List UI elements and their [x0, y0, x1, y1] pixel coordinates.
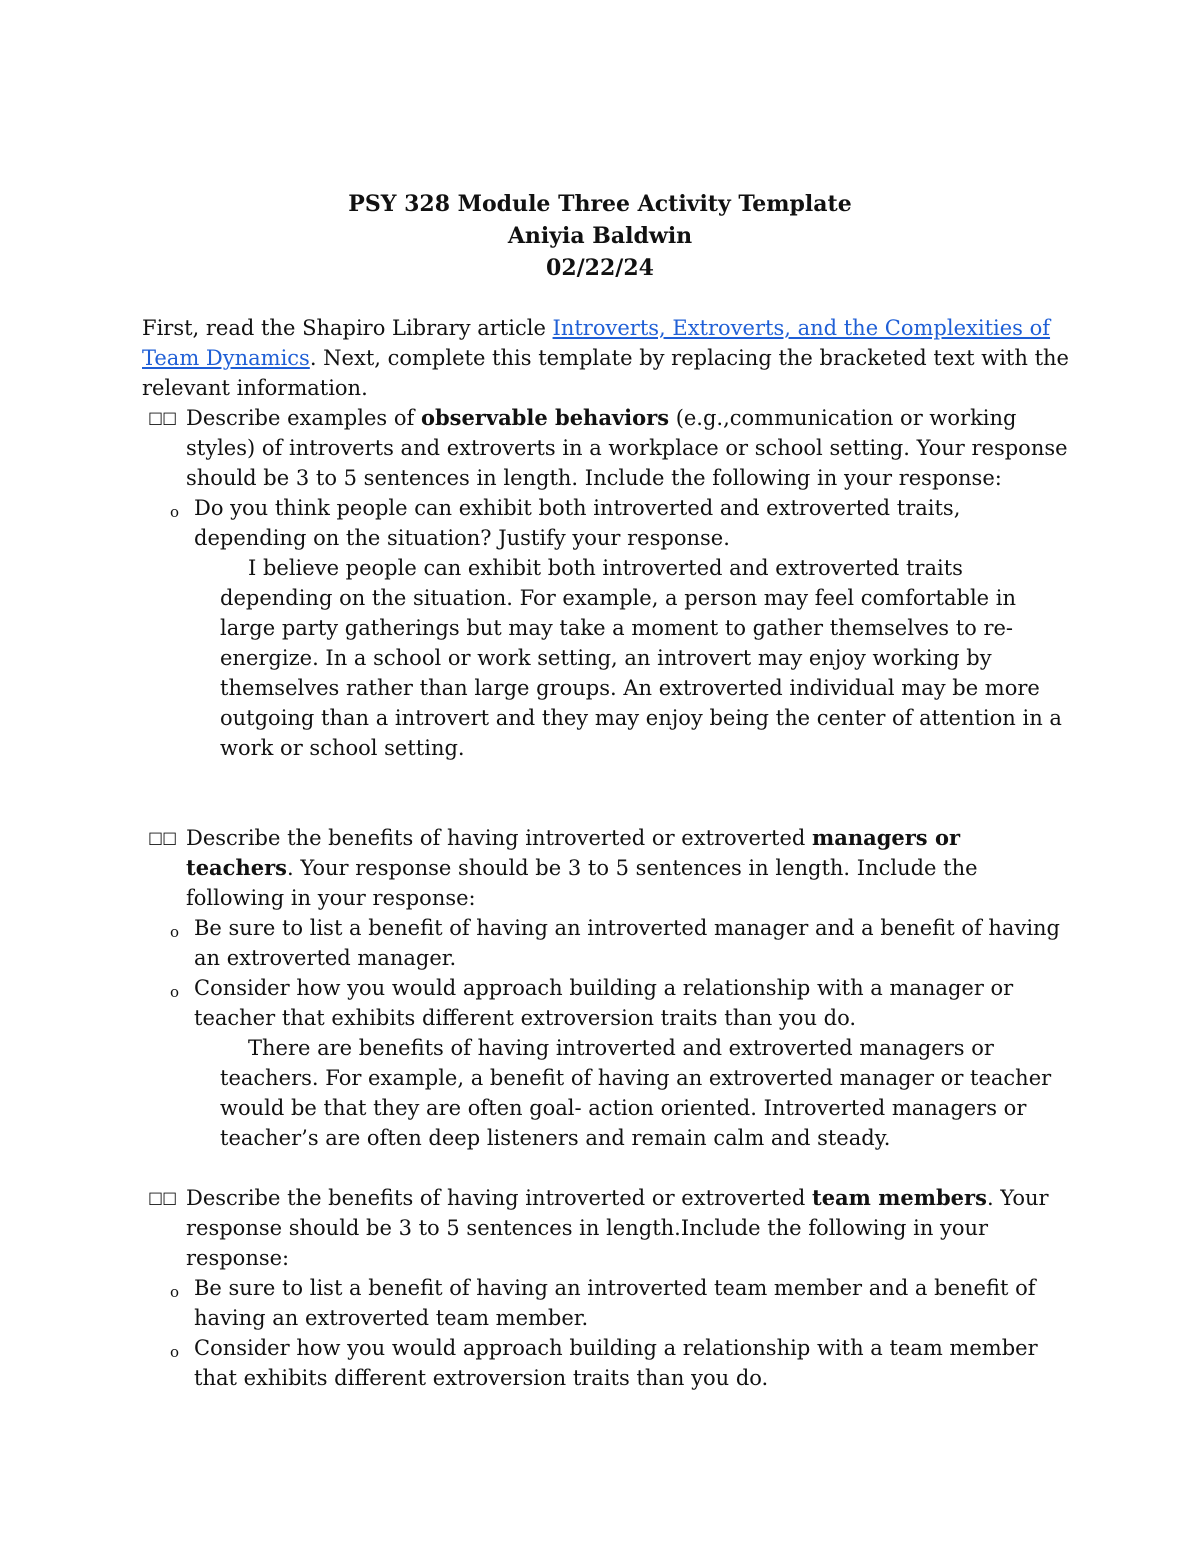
checkbox-bullet-icon: □□: [148, 408, 177, 427]
circle-bullet-icon: o: [170, 1283, 180, 1301]
document-title: PSY 328 Module Three Activity Template: [348, 191, 852, 217]
circle-bullet-icon: o: [170, 503, 180, 521]
response-paragraph: There are benefits of having introverted and extroverted managers or teachers. For example, a benefit of having an extroverted manager or teacher would be that they are often goal- action oriented. Introverted managers or teacher’s are often deep listeners and remain calm and steady.: [220, 1036, 1052, 1150]
circle-bullet-icon: o: [170, 923, 180, 941]
prompt-bold: managers or teachers: [186, 825, 961, 880]
circle-bullet-icon: o: [170, 983, 180, 1001]
circle-bullet-icon: o: [170, 1343, 180, 1361]
checkbox-bullet-icon: □□: [148, 828, 177, 847]
intro-paragraph: [142, 313, 1072, 403]
sub-item: o Consider how you would approach building a relationship with a team member that exhibits different extroversion traits than you do.: [170, 1336, 1038, 1390]
prompt-item: □□ Describe the benefits of having introverted or extroverted team members. Your response should be 3 to 5 sentences in length.Include the following in your response:: [148, 1185, 1049, 1270]
prompt-bold: team members: [812, 1185, 987, 1210]
author-name: Aniyia Baldwin: [507, 223, 693, 249]
checkbox-bullet-icon: □□: [148, 1188, 177, 1207]
section-team-members: [142, 1183, 1072, 1393]
section-managers-teachers: [142, 823, 1072, 1153]
sub-item: o Be sure to list a benefit of having an introverted manager and a benefit of having an extroverted manager.: [170, 916, 1061, 970]
sub-item: o Consider how you would approach building a relationship with a manager or teacher that exhibits different extroversion traits than you do.: [170, 976, 1014, 1030]
sub-item: o Do you think people can exhibit both introverted and extroverted traits, depending on the situation? Justify your response.: [170, 496, 961, 550]
sub-item: o Be sure to list a benefit of having an introverted team member and a benefit of having an extroverted team member.: [170, 1276, 1036, 1330]
intro-text-before: First, read the Shapiro Library article: [142, 316, 553, 340]
prompt-bold: observable behaviors: [420, 405, 670, 430]
document-header: [0, 188, 1200, 284]
article-link[interactable]: Introverts, Extroverts, and the Complexities of Team Dynamics: [142, 316, 1051, 370]
intro-text-after: . Next, complete this template by replacing the bracketed text with the relevant information.: [142, 346, 1069, 400]
section-observable-behaviors: [142, 403, 1072, 763]
prompt-item: □□ Describe examples of observable behaviors (e.g.,communication or working styles) of introverts and extroverts in a workplace or school setting. Your response should be 3 to 5 sentences in length. Include the following in your response:: [148, 405, 1068, 490]
document-date: 02/22/24: [546, 255, 654, 281]
prompt-item: □□ Describe the benefits of having introverted or extroverted managers or teachers. Your response should be 3 to 5 sentences in length. Include the following in your response:: [148, 825, 978, 910]
response-paragraph: I believe people can exhibit both introverted and extroverted traits depending on the situation. For example, a person may feel comfortable in large party gatherings but may take a moment to gather themselves to re-energize. In a school or work setting, an introvert may enjoy working by themselves rather than large groups. An extroverted individual may be more outgoing than a introvert and they may enjoy being the center of attention in a work or school setting.: [220, 556, 1062, 760]
